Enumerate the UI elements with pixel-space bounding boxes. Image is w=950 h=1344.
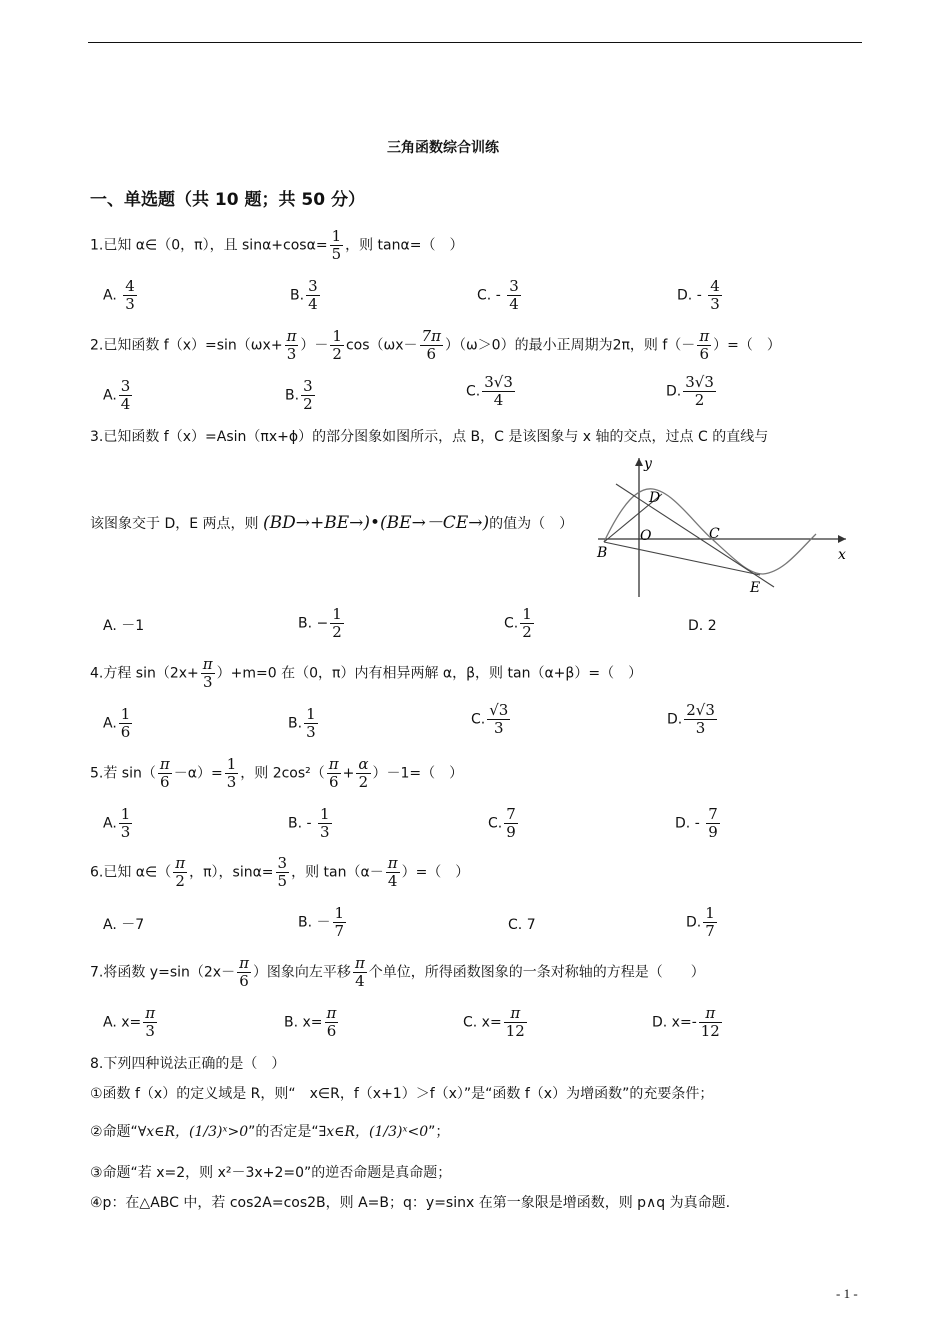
- page-number: - 1 -: [836, 1286, 858, 1301]
- label-y: y: [644, 456, 652, 472]
- question-8-stem: 8.下列四种说法正确的是（ ）: [90, 1056, 286, 1072]
- q3-option-b[interactable]: B. − $\frac{1}{2}$: [298, 605, 342, 641]
- q2-option-a[interactable]: A. $\frac{3}{4}$: [103, 377, 131, 413]
- q1-option-a[interactable]: A. $\frac{4}{3}$: [103, 277, 135, 313]
- q1-option-b[interactable]: B. $\frac{3}{4}$: [290, 277, 318, 313]
- math-expression: ∃x∈R，(1/3)ˣ<0: [318, 1124, 429, 1140]
- y-axis-arrow: [635, 458, 643, 466]
- question-1: 1.已知 α∈（0，π），且 sinα+cosα= $\frac{1}{5}$ ，则 tanα=（ ）: [90, 227, 464, 263]
- q6-option-d[interactable]: D. $\frac{1}{7}$: [686, 904, 715, 940]
- fraction: $\frac{1}{5}$: [331, 227, 342, 263]
- question-4: 4.方程 sin（2x+ $\frac{\pi}{3}$ ）+m=0 在（0，π）内有相异两解 α，β，则 tan（α+β）=（ ）: [90, 655, 643, 691]
- header-rule: [88, 42, 862, 43]
- q3-option-d[interactable]: D. 2: [688, 618, 717, 634]
- question-3-line2: 该图象交于 D，E 两点，则 (BD→+BE→)•(BE→－CE→)的值为（ ）: [90, 513, 574, 533]
- q5-option-a[interactable]: A. $\frac{1}{3}$: [103, 805, 131, 841]
- q4-option-b[interactable]: B. $\frac{1}{3}$: [288, 705, 316, 741]
- label-o: O: [640, 528, 652, 544]
- q2-option-d[interactable]: D. $\frac{3√3}{2}$: [666, 373, 714, 409]
- q4-option-d[interactable]: D. $\frac{2√3}{3}$: [667, 701, 715, 737]
- q5-option-d[interactable]: D. - $\frac{7}{9}$: [675, 805, 718, 841]
- page-title: 三角函数综合训练: [387, 140, 499, 156]
- q7-option-b[interactable]: B. x= $\frac{\pi}{6}$: [284, 1004, 337, 1040]
- q2-option-c[interactable]: C. $\frac{3√3}{4}$: [466, 373, 513, 409]
- question-3-line1: 3.已知函数 f（x）=Asin（πx+ϕ）的部分图象如图所示，点 B，C 是该图象与 x 轴的交点，过点 C 的直线与: [90, 429, 769, 445]
- q5-option-c[interactable]: C. $\frac{7}{9}$: [488, 805, 516, 841]
- math-expression: ∀x∈R，(1/3)ˣ>0: [137, 1124, 249, 1140]
- question-6: 6.已知 α∈（ $\frac{\pi}{2}$ ，π），sinα= $\frac{3}{5}$ ，则 tan（α－ $\frac{\pi}{4}$ ）=（ ）: [90, 854, 470, 890]
- label-b: B: [597, 545, 608, 561]
- label-d: D: [649, 490, 661, 506]
- q5-option-b[interactable]: B. - $\frac{1}{3}$: [288, 805, 330, 841]
- q7-option-d[interactable]: D. x=- $\frac{\pi}{12}$: [652, 1004, 720, 1040]
- label-c: C: [709, 526, 720, 542]
- q4-option-a[interactable]: A. $\frac{1}{6}$: [103, 705, 131, 741]
- q3-option-a[interactable]: A. －1: [103, 618, 145, 634]
- q3-option-c[interactable]: C. $\frac{1}{2}$: [504, 605, 532, 641]
- x-axis-arrow: [838, 535, 846, 543]
- q6-option-a[interactable]: A. －7: [103, 917, 145, 933]
- segment-be: [604, 542, 760, 575]
- label-x: x: [838, 547, 846, 563]
- q1-option-c[interactable]: C. - $\frac{3}{4}$: [477, 277, 519, 313]
- q6-option-c[interactable]: C. 7: [508, 917, 536, 933]
- q2-option-b[interactable]: B. $\frac{3}{2}$: [285, 377, 313, 413]
- section-heading: 一、单选题（共 10 题；共 50 分）: [90, 190, 365, 210]
- label-e: E: [750, 580, 761, 596]
- q8-statement-1: ①函数 f（x）的定义域是 R，则“ x∈R，f（x+1）＞f（x）”是“函数 f（x）为增函数”的充要条件；: [90, 1086, 714, 1102]
- q6-option-b[interactable]: B. － $\frac{1}{7}$: [298, 904, 345, 940]
- question-2: 2.已知函数 f（x）=sin（ωx+ $\frac{\pi}{3}$ ）－ $\frac{1}{2}$ cos（ωx－ $\frac{7\pi}{6}$ ）（ω＞0）的最小正周期为2π，则 f（－ $\frac{\pi}{6}$ ）=（ ）: [90, 327, 781, 363]
- q7-option-c[interactable]: C. x= $\frac{\pi}{12}$: [463, 1004, 525, 1040]
- question-7: 7.将函数 y=sin（2x－ $\frac{\pi}{6}$ ）图象向左平移 $\frac{\pi}{4}$ 个单位，所得函数图象的一条对称轴的方程是（ ）: [90, 954, 705, 990]
- function-graph: [588, 452, 850, 600]
- q4-option-c[interactable]: C. $\frac{√3}{3}$: [471, 701, 509, 737]
- q8-statement-3: ③命题“若 x=2，则 x²－3x+2=0”的逆否命题是真命题；: [90, 1165, 452, 1181]
- q8-statement-4: ④p：在△ABC 中，若 cos2A=cos2B，则 A=B；q：y=sinx 在第一象限是增函数，则 p∧q 为真命题.: [90, 1195, 731, 1211]
- q7-option-a[interactable]: A. x= $\frac{\pi}{3}$: [103, 1004, 156, 1040]
- vector-expression: (BD→+BE→)•(BE→－CE→): [262, 513, 490, 533]
- question-5: 5.若 sin（ $\frac{\pi}{6}$ －α）= $\frac{1}{3}$ ，则 2cos²（ $\frac{\pi}{6}$ + $\frac{\alpha}{2}$ ）－1=（ ）: [90, 755, 464, 791]
- q1-option-d[interactable]: D. - $\frac{4}{3}$: [677, 277, 720, 313]
- q8-statement-2: ②命题“∀x∈R，(1/3)ˣ>0”的否定是“∃x∈R，(1/3)ˣ<0”；: [90, 1124, 450, 1140]
